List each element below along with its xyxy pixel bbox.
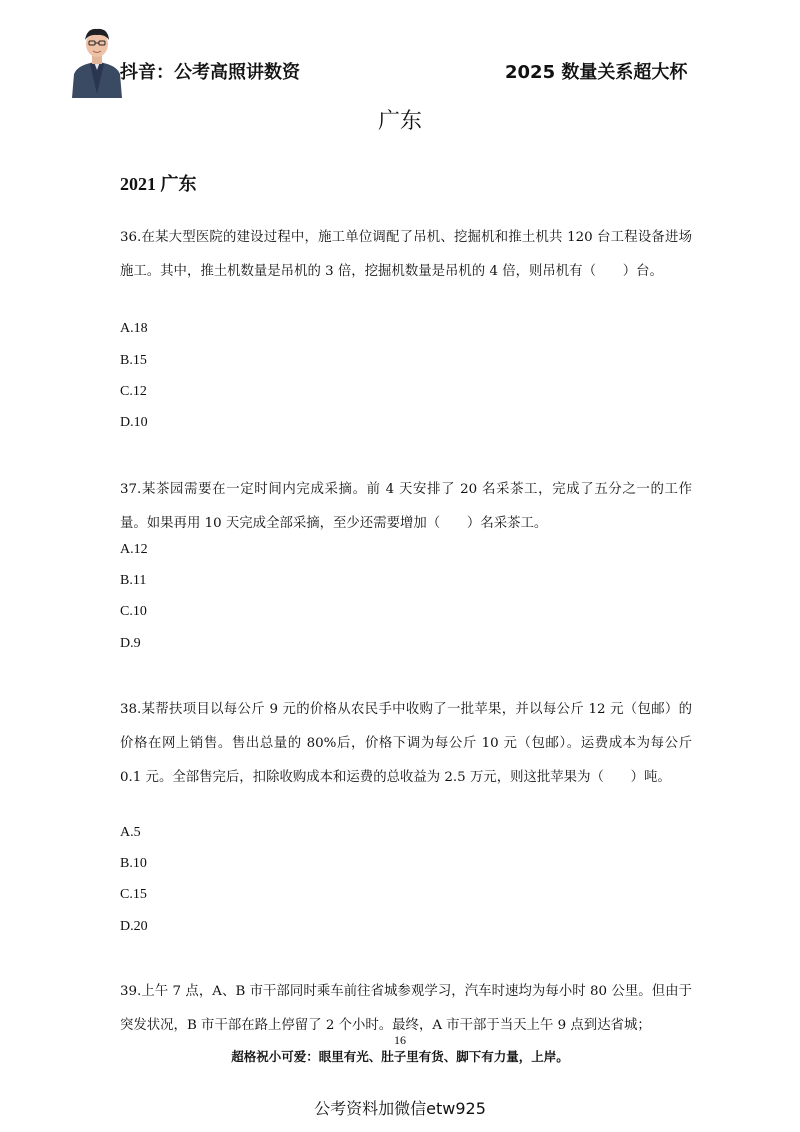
q38-option-b: B.10 [120,856,147,871]
q37-option-b: B.11 [120,573,147,588]
q36-option-c: C.12 [120,384,147,399]
page-title: 广东 [377,109,422,134]
q38-option-d: D.20 [120,919,148,934]
question-36: 36.在某大型医院的建设过程中，施工单位调配了吊机、挖掘机和推土机共 120 台工程设备进场施工。其中，推土机数量是吊机的 3 倍，挖掘机数量是吊机的 4 倍，则吊机有（ ）台。 [120,230,692,279]
q38-option-a: A.5 [120,825,141,840]
question-38: 38.某帮扶项目以每公斤 9 元的价格从农民手中收购了一批苹果，并以每公斤 12 元（包邮）的价格在网上销售。售出总量的 80%后，价格下调为每公斤 10 元（包邮）。运费成本为每公斤 0.1 元。全部售完后，扣除收购成本和运费的总收益为 2.5 万元，则这批苹果为（ ）吨。 [120,702,692,785]
avatar [70,24,124,98]
q37-option-d: D.9 [120,636,141,651]
q36-option-d: D.10 [120,415,148,430]
section-title: 2021 广东 [120,174,197,194]
question-39: 39.上午 7 点，A、B 市干部同时乘车前往省城参观学习，汽车时速均为每小时 80 公里。但由于突发状况，B 市干部在路上停留了 2 个小时。最终，A 市干部于当天上午 9 点到达省城； [120,984,692,1033]
q36-option-b: B.15 [120,353,147,368]
person-photo-icon [70,24,124,98]
q36-option-a: A.18 [120,321,148,336]
page-number: 16 [394,1033,406,1047]
header-series-title: 2025 数量关系超大杯 [505,62,688,83]
watermark-text: 公考资料加微信etw925 [314,1099,486,1118]
question-37: 37.某茶园需要在一定时间内完成采摘。前 4 天安排了 20 名采茶工，完成了五分之一的工作量。如果再用 10 天完成全部采摘，至少还需要增加（ ）名采茶工。 [120,482,692,531]
footer-motto: 超格祝小可爱：眼里有光、肚子里有货、脚下有力量，上岸。 [231,1049,569,1064]
q37-option-a: A.12 [120,542,148,557]
q38-option-c: C.15 [120,887,147,902]
header-channel: 抖音：公考高照讲数资 [120,62,300,83]
q37-option-c: C.10 [120,604,147,619]
